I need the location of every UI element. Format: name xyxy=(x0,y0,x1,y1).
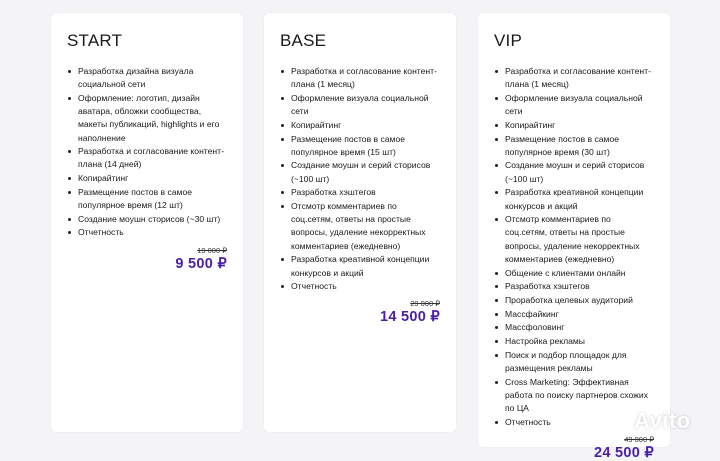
feature-item: Разработка дизайна визуала социальной сети xyxy=(67,65,227,91)
plan-card-start xyxy=(51,13,243,432)
feature-list xyxy=(67,65,227,240)
feature-item: Разработка и согласование контент-плана (14 дней) xyxy=(67,145,227,171)
price: 14 500 ₽ xyxy=(379,309,440,326)
plan-card-vip xyxy=(478,13,670,461)
feature-list xyxy=(494,65,654,429)
feature-item: Разработка креативной концепции конкурсов и акций xyxy=(494,186,654,212)
feature-list xyxy=(280,65,440,293)
old-price: 19 000 ₽ xyxy=(197,245,227,255)
plan-title: VIP xyxy=(494,31,523,50)
feature-item: Создание моушн и серий сторисов (~100 шт) xyxy=(280,159,440,185)
feature-item: Настройка рекламы xyxy=(494,335,654,348)
feature-item: Разработка креативной концепции конкурсов и акций xyxy=(280,253,440,279)
feature-item: Отсмотр комментариев по соц.сетям, ответы на простые вопросы, удаление некорректных комментариев (ежедневно) xyxy=(494,213,654,266)
feature-item: Массфайкинг xyxy=(494,308,654,321)
plan-title: START xyxy=(67,31,123,50)
feature-item: Копирайтинг xyxy=(494,119,654,132)
feature-item: Разработка и согласование контент-плана (1 месяц) xyxy=(280,65,440,91)
price-block xyxy=(67,246,227,272)
price-block xyxy=(280,299,440,325)
old-price: 49 000 ₽ xyxy=(624,434,654,444)
feature-item: Создание моушн сторисов (~30 шт) xyxy=(67,213,227,226)
feature-item: Оформление визуала социальной сети xyxy=(280,92,440,118)
feature-item: Отсмотр комментариев по соц.сетям, ответы на простые вопросы, удаление некорректных комментариев (ежедневно) xyxy=(280,200,440,253)
avito-logo-icon xyxy=(612,411,632,431)
feature-item: Разработка хэштегов xyxy=(280,186,440,199)
feature-item: Отчетность xyxy=(67,226,227,239)
feature-item: Копирайтинг xyxy=(280,119,440,132)
plan-title: BASE xyxy=(280,31,327,50)
feature-item: Оформление: логотип, дизайн аватара, обложки сообщества, макеты публикаций, highlights и его наполнение xyxy=(67,92,227,145)
feature-item: Общение с клиентами онлайн xyxy=(494,267,654,280)
feature-item: Копирайтинг xyxy=(67,172,227,185)
price-block xyxy=(494,435,654,461)
feature-item: Разработка хэштегов xyxy=(494,280,654,293)
feature-item: Массфоловинг xyxy=(494,321,654,334)
feature-item: Оформление визуала социальной сети xyxy=(494,92,654,118)
avito-watermark xyxy=(612,408,691,434)
price: 24 500 ₽ xyxy=(593,444,654,461)
feature-item: Поиск и подбор площадок для размещения рекламы xyxy=(494,349,654,375)
feature-item: Создание моушн и серий сторисов (~100 шт) xyxy=(494,159,654,185)
plan-card-base xyxy=(264,13,456,432)
feature-item: Отчетность xyxy=(280,280,440,293)
feature-item: Проработка целевых аудиторий xyxy=(494,294,654,307)
feature-item: Отчетность xyxy=(494,416,654,429)
feature-item: Cross Marketing: Эффективная работа по поиску партнеров схожих по ЦА xyxy=(494,376,654,416)
feature-item: Разработка и согласование контент-плана (1 месяц) xyxy=(494,65,654,91)
feature-item: Размещение постов в самое популярное время (12 шт) xyxy=(67,186,227,212)
price: 9 500 ₽ xyxy=(175,255,227,272)
old-price: 29 000 ₽ xyxy=(410,299,440,309)
feature-item: Размещение постов в самое популярное время (30 шт) xyxy=(494,133,654,159)
feature-item: Размещение постов в самое популярное время (15 шт) xyxy=(280,133,440,159)
watermark-text: Avito xyxy=(634,408,691,433)
